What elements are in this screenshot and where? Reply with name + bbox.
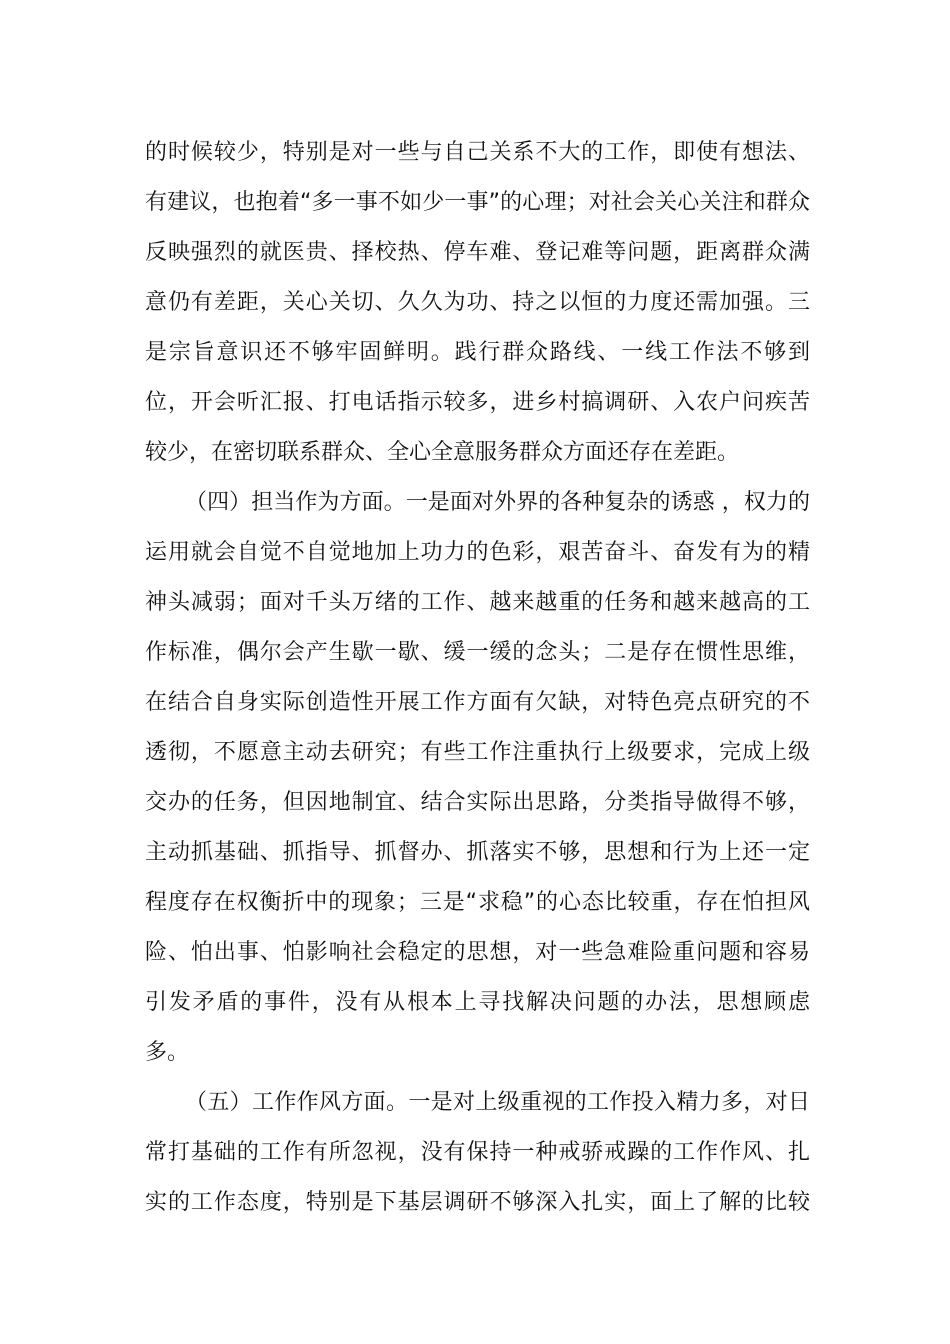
text-line: 险、怕出事、怕影响社会稳定的思想，对一些急难险重问题和容易 xyxy=(145,940,810,965)
text-line: 神头减弱；面对千头万绪的工作、越来越重的任务和越来越高的工 xyxy=(145,590,810,615)
text-line: 意仍有差距，关心关切、久久为功、持之以恒的力度还需加强。三 xyxy=(145,290,810,315)
text-line: 反映强烈的就医贵、择校热、停车难、登记难等问题，距离群众满 xyxy=(145,240,810,265)
text-line: 程度存在权衡折中的现象；三是“求稳”的心态比较重，存在怕担风 xyxy=(145,890,810,915)
text-line: 多。 xyxy=(145,1040,190,1065)
text-line: 是宗旨意识还不够牢固鲜明。践行群众路线、一线工作法不够到 xyxy=(145,340,810,365)
text-line: 常打基础的工作有所忽视，没有保持一种戒骄戒躁的工作作风、扎 xyxy=(145,1140,810,1165)
text-line: 交办的任务，但因地制宜、结合实际出思路，分类指导做得不够， xyxy=(145,790,810,815)
text-line: 引发矛盾的事件，没有从根本上寻找解决问题的办法，思想顾虑 xyxy=(145,990,810,1015)
text-line: 透彻，不愿意主动去研究；有些工作注重执行上级要求，完成上级 xyxy=(145,740,810,765)
text-line: 位，开会听汇报、打电话指示较多，进乡村搞调研、入农户问疾苦 xyxy=(145,390,810,415)
text-line: 有建议，也抱着“多一事不如少一事”的心理；对社会关心关注和群众 xyxy=(145,190,810,215)
text-line: 较少，在密切联系群众、全心全意服务群众方面还存在差距。 xyxy=(145,440,740,465)
text-line: 作标准，偶尔会产生歇一歇、缓一缓的念头；二是存在惯性思维， xyxy=(145,640,810,665)
body-text xyxy=(145,128,810,1228)
paragraph-heading-line: （五）工作作风方面。一是对上级重视的工作投入精力多，对日 xyxy=(185,1090,810,1115)
text-line: 在结合自身实际创造性开展工作方面有欠缺，对特色亮点研究的不 xyxy=(145,690,810,715)
text-line: 的时候较少，特别是对一些与自己关系不大的工作，即使有想法、 xyxy=(145,140,810,165)
paragraph-heading-line: （四）担当作为方面。一是面对外界的各种复杂的诱惑 ，权力的 xyxy=(185,490,810,515)
text-line: 主动抓基础、抓指导、抓督办、抓落实不够，思想和行为上还一定 xyxy=(145,840,810,865)
text-line: 实的工作态度，特别是下基层调研不够深入扎实，面上了解的比较 xyxy=(145,1190,810,1215)
text-line: 运用就会自觉不自觉地加上功力的色彩，艰苦奋斗、奋发有为的精 xyxy=(145,540,810,565)
